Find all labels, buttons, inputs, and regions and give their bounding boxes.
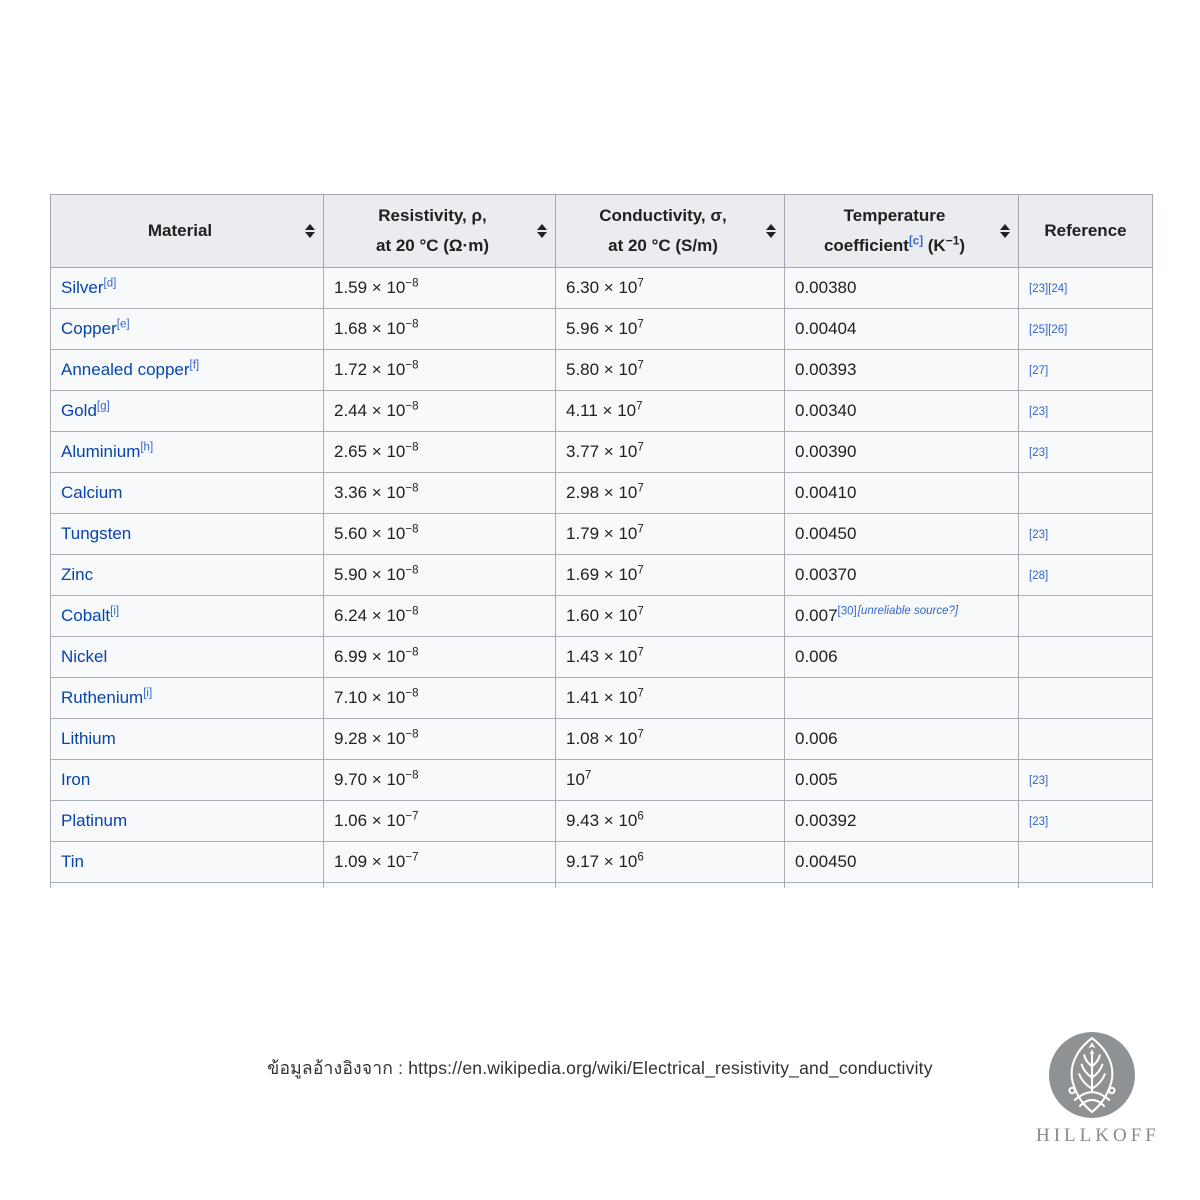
resistivity-cell bbox=[324, 308, 556, 349]
material-footnote-link[interactable]: [h] bbox=[140, 440, 154, 453]
conductivity-value: 3.77 × 10 bbox=[566, 441, 638, 461]
temperature-coefficient-cell bbox=[785, 267, 1019, 308]
table-row bbox=[51, 718, 1153, 759]
table-row bbox=[51, 472, 1153, 513]
column-header-resistivity[interactable] bbox=[324, 195, 556, 268]
resistivity-value: 1.59 × 10 bbox=[334, 277, 406, 297]
sort-icon[interactable] bbox=[537, 224, 547, 238]
conductivity-value: 1.69 × 10 bbox=[566, 564, 638, 584]
table-row bbox=[51, 554, 1153, 595]
unreliable-source-link[interactable]: [unreliable source?] bbox=[857, 604, 959, 617]
conductivity-cell bbox=[556, 759, 785, 800]
conductivity-exponent: 7 bbox=[637, 563, 644, 576]
conductivity-cell bbox=[556, 390, 785, 431]
conductivity-header-line2: at 20 °C (S/m) bbox=[608, 235, 718, 255]
resistivity-header-line1: Resistivity, ρ, bbox=[378, 206, 487, 225]
temperature-coefficient-cell bbox=[785, 636, 1019, 677]
material-footnote-link[interactable]: [i] bbox=[110, 604, 120, 617]
material-cell bbox=[51, 718, 324, 759]
material-link[interactable]: Aluminium bbox=[61, 441, 141, 461]
resistivity-value: 1.06 × 10 bbox=[334, 810, 406, 830]
conductivity-exponent: 7 bbox=[636, 399, 643, 412]
resistivity-cell bbox=[324, 472, 556, 513]
table-row bbox=[51, 800, 1153, 841]
reference-cell bbox=[1019, 472, 1153, 513]
material-link[interactable]: Tungsten bbox=[61, 523, 132, 543]
resistivity-cell bbox=[324, 759, 556, 800]
conductivity-value: 5.96 × 10 bbox=[566, 318, 638, 338]
temperature-coefficient-value: 0.006 bbox=[795, 728, 838, 748]
cropped-row-sliver bbox=[51, 882, 1153, 888]
temperature-coefficient-value: 0.00340 bbox=[795, 400, 857, 420]
temperature-coefficient-value: 0.00404 bbox=[795, 318, 857, 338]
material-link[interactable]: Lithium bbox=[61, 728, 116, 748]
footnote-c-link[interactable]: [c] bbox=[908, 235, 924, 248]
resistivity-exponent: −8 bbox=[405, 768, 419, 781]
table-row bbox=[51, 841, 1153, 882]
conductivity-exponent: 7 bbox=[637, 686, 644, 699]
source-attribution: ข้อมูลอ้างอิงจาก : https://en.wikipedia.org/wiki/Electrical_resistivity_and_conductivity bbox=[267, 1058, 933, 1078]
conductivity-cell bbox=[556, 308, 785, 349]
table-row bbox=[51, 677, 1153, 718]
conductivity-exponent: 6 bbox=[637, 850, 644, 863]
resistivity-cell bbox=[324, 513, 556, 554]
resistivity-cell bbox=[324, 349, 556, 390]
resistivity-exponent: −8 bbox=[405, 645, 419, 658]
conductivity-value: 10 bbox=[566, 769, 585, 789]
reference-links[interactable]: [27] bbox=[1029, 364, 1049, 377]
reference-links[interactable]: [28] bbox=[1029, 569, 1049, 582]
reference-links[interactable]: [23] bbox=[1029, 405, 1049, 418]
material-footnote-link[interactable]: [e] bbox=[116, 317, 130, 330]
material-cell bbox=[51, 513, 324, 554]
reference-cell bbox=[1019, 718, 1153, 759]
conductivity-value: 9.43 × 10 bbox=[566, 810, 638, 830]
reference-links[interactable]: [23] bbox=[1029, 815, 1049, 828]
reference-links[interactable]: [23] bbox=[1029, 528, 1049, 541]
material-link[interactable]: Copper bbox=[61, 318, 117, 338]
reference-links[interactable]: [23][24] bbox=[1029, 282, 1068, 295]
material-cell bbox=[51, 390, 324, 431]
conductivity-cell bbox=[556, 554, 785, 595]
conductivity-value: 5.80 × 10 bbox=[566, 359, 638, 379]
conductivity-cell bbox=[556, 718, 785, 759]
table-row bbox=[51, 759, 1153, 800]
temperature-coefficient-value: 0.00380 bbox=[795, 277, 857, 297]
material-cell bbox=[51, 308, 324, 349]
table-row bbox=[51, 349, 1153, 390]
temperature-coefficient-value: 0.005 bbox=[795, 769, 838, 789]
resistivity-exponent: −8 bbox=[405, 440, 419, 453]
table-header bbox=[51, 195, 1153, 268]
material-cell bbox=[51, 349, 324, 390]
conductivity-value: 9.17 × 10 bbox=[566, 851, 638, 871]
resistivity-value: 2.65 × 10 bbox=[334, 441, 406, 461]
material-link[interactable]: Nickel bbox=[61, 646, 108, 666]
resistivity-value: 3.36 × 10 bbox=[334, 482, 406, 502]
temperature-coefficient-value: 0.00392 bbox=[795, 810, 857, 830]
resistivity-cell bbox=[324, 431, 556, 472]
resistivity-exponent: −8 bbox=[405, 563, 419, 576]
hillkoff-ornament-icon bbox=[1049, 1032, 1135, 1118]
resistivity-exponent: −8 bbox=[405, 399, 419, 412]
resistivity-cell bbox=[324, 595, 556, 636]
temperature-coefficient-value: 0.00450 bbox=[795, 851, 857, 871]
reference-cell bbox=[1019, 267, 1153, 308]
conductivity-exponent: 7 bbox=[637, 727, 644, 740]
conductivity-exponent: 7 bbox=[637, 645, 644, 658]
resistivity-value: 6.24 × 10 bbox=[334, 605, 406, 625]
resistivity-value: 9.28 × 10 bbox=[334, 728, 406, 748]
resistivity-cell bbox=[324, 800, 556, 841]
hillkoff-logo bbox=[1036, 1032, 1160, 1147]
temperature-coefficient-cell bbox=[785, 841, 1019, 882]
reference-cell bbox=[1019, 431, 1153, 472]
sort-icon[interactable] bbox=[1000, 224, 1010, 238]
material-link[interactable]: Calcium bbox=[61, 482, 123, 502]
conductivity-value: 1.41 × 10 bbox=[566, 687, 638, 707]
resistivity-exponent: −8 bbox=[405, 276, 419, 289]
resistivity-exponent: −8 bbox=[405, 481, 419, 494]
resistivity-exponent: −8 bbox=[405, 317, 419, 330]
material-link[interactable]: Gold bbox=[61, 400, 97, 420]
temperature-coefficient-cell bbox=[785, 800, 1019, 841]
conductivity-exponent: 6 bbox=[637, 809, 644, 822]
conductivity-value: 6.30 × 10 bbox=[566, 277, 638, 297]
temperature-coefficient-cell bbox=[785, 718, 1019, 759]
reference-cell bbox=[1019, 308, 1153, 349]
resistivity-cell bbox=[324, 677, 556, 718]
reference-cell bbox=[1019, 759, 1153, 800]
material-footnote-link[interactable]: [g] bbox=[96, 399, 110, 412]
resistivity-cell bbox=[324, 267, 556, 308]
temperature-header-line1: Temperature bbox=[843, 206, 946, 225]
resistivity-value: 1.72 × 10 bbox=[334, 359, 406, 379]
resistivity-exponent: −7 bbox=[405, 809, 419, 822]
temperature-coefficient-cell bbox=[785, 349, 1019, 390]
material-cell bbox=[51, 472, 324, 513]
resistivity-cell bbox=[324, 841, 556, 882]
resistivity-table bbox=[50, 194, 1153, 888]
reference-links[interactable]: [25][26] bbox=[1029, 323, 1068, 336]
resistivity-exponent: −8 bbox=[405, 686, 419, 699]
temperature-coefficient-cell bbox=[785, 308, 1019, 349]
resistivity-exponent: −8 bbox=[405, 604, 419, 617]
material-cell bbox=[51, 595, 324, 636]
resistivity-exponent: −8 bbox=[405, 727, 419, 740]
conductivity-cell bbox=[556, 267, 785, 308]
sort-icon[interactable] bbox=[766, 224, 776, 238]
material-link[interactable]: Platinum bbox=[61, 810, 128, 830]
table-row bbox=[51, 595, 1153, 636]
material-cell bbox=[51, 759, 324, 800]
resistivity-exponent: −8 bbox=[405, 522, 419, 535]
conductivity-cell bbox=[556, 841, 785, 882]
conductivity-value: 1.08 × 10 bbox=[566, 728, 638, 748]
material-link[interactable]: Tin bbox=[61, 851, 84, 871]
column-header-conductivity[interactable] bbox=[556, 195, 785, 268]
material-cell bbox=[51, 677, 324, 718]
resistivity-value: 2.44 × 10 bbox=[334, 400, 406, 420]
conductivity-exponent: 7 bbox=[637, 604, 644, 617]
conductivity-exponent: 7 bbox=[637, 522, 644, 535]
resistivity-cell bbox=[324, 636, 556, 677]
reference-cell bbox=[1019, 513, 1153, 554]
material-cell bbox=[51, 267, 324, 308]
temperature-coefficient-cell bbox=[785, 554, 1019, 595]
material-link[interactable]: Silver bbox=[61, 277, 104, 297]
temperature-coefficient-value: 0.00410 bbox=[795, 482, 857, 502]
reference-cell bbox=[1019, 677, 1153, 718]
resistivity-value: 5.90 × 10 bbox=[334, 564, 406, 584]
resistivity-value: 1.09 × 10 bbox=[334, 851, 406, 871]
reference-header-label: Reference bbox=[1044, 220, 1127, 240]
table-row bbox=[51, 267, 1153, 308]
conductivity-cell bbox=[556, 472, 785, 513]
temperature-coefficient-cell bbox=[785, 390, 1019, 431]
material-link[interactable]: Zinc bbox=[61, 564, 94, 584]
temperature-coefficient-value: 0.00393 bbox=[795, 359, 857, 379]
conductivity-exponent: 7 bbox=[637, 276, 644, 289]
material-link[interactable]: Annealed copper bbox=[61, 359, 190, 379]
material-footnote-link[interactable]: [i] bbox=[143, 686, 153, 699]
column-header-material[interactable] bbox=[51, 195, 324, 268]
conductivity-cell bbox=[556, 595, 785, 636]
column-header-reference bbox=[1019, 195, 1153, 268]
conductivity-cell bbox=[556, 677, 785, 718]
temperature-coefficient-ref-link[interactable]: [30] bbox=[837, 604, 857, 617]
material-footnote-link[interactable]: [d] bbox=[103, 276, 117, 289]
conductivity-header-line1: Conductivity, σ, bbox=[599, 206, 727, 225]
material-cell bbox=[51, 800, 324, 841]
reference-cell bbox=[1019, 800, 1153, 841]
table-row bbox=[51, 513, 1153, 554]
resistivity-exponent: −7 bbox=[405, 850, 419, 863]
conductivity-cell bbox=[556, 431, 785, 472]
conductivity-value: 1.60 × 10 bbox=[566, 605, 638, 625]
temperature-coefficient-value: 0.00450 bbox=[795, 523, 857, 543]
resistivity-cell bbox=[324, 390, 556, 431]
temperature-coefficient-value: 0.00390 bbox=[795, 441, 857, 461]
material-link[interactable]: Ruthenium bbox=[61, 687, 144, 707]
temperature-coefficient-cell bbox=[785, 759, 1019, 800]
sort-icon[interactable] bbox=[305, 224, 315, 238]
resistivity-value: 1.68 × 10 bbox=[334, 318, 406, 338]
conductivity-value: 1.43 × 10 bbox=[566, 646, 638, 666]
temperature-unit-exponent: −1 bbox=[945, 233, 960, 248]
conductivity-value: 4.11 × 10 bbox=[566, 400, 637, 420]
resistivity-value: 6.99 × 10 bbox=[334, 646, 406, 666]
reference-links[interactable]: [23] bbox=[1029, 774, 1049, 787]
conductivity-exponent: 7 bbox=[637, 317, 644, 330]
temperature-header-word: coefficient bbox=[823, 235, 909, 255]
resistivity-value: 5.60 × 10 bbox=[334, 523, 406, 543]
hillkoff-brand-text: HILLKOFF bbox=[1036, 1125, 1160, 1146]
conductivity-exponent: 7 bbox=[637, 440, 644, 453]
temperature-coefficient-cell bbox=[785, 472, 1019, 513]
temperature-coefficient-value: 0.00370 bbox=[795, 564, 857, 584]
material-footnote-link[interactable]: [f] bbox=[189, 358, 200, 371]
table-body bbox=[51, 267, 1153, 888]
material-cell bbox=[51, 554, 324, 595]
temperature-coefficient-cell bbox=[785, 513, 1019, 554]
temperature-coefficient-value: 0.006 bbox=[795, 646, 838, 666]
table-row bbox=[51, 431, 1153, 472]
reference-cell bbox=[1019, 390, 1153, 431]
temperature-unit-close: ) bbox=[959, 235, 966, 255]
table-row bbox=[51, 636, 1153, 677]
material-cell bbox=[51, 431, 324, 472]
material-header-label: Material bbox=[147, 220, 213, 240]
column-header-temperature-coefficient[interactable] bbox=[785, 195, 1019, 268]
resistivity-value: 9.70 × 10 bbox=[334, 769, 406, 789]
conductivity-exponent: 7 bbox=[637, 481, 644, 494]
resistivity-value: 7.10 × 10 bbox=[334, 687, 406, 707]
conductivity-cell bbox=[556, 349, 785, 390]
resistivity-cell bbox=[324, 718, 556, 759]
conductivity-cell bbox=[556, 513, 785, 554]
conductivity-value: 1.79 × 10 bbox=[566, 523, 638, 543]
table-row bbox=[51, 390, 1153, 431]
material-link[interactable]: Iron bbox=[61, 769, 91, 789]
temperature-coefficient-cell bbox=[785, 677, 1019, 718]
conductivity-value: 2.98 × 10 bbox=[566, 482, 638, 502]
temperature-unit-open: (K bbox=[923, 235, 946, 255]
reference-cell bbox=[1019, 636, 1153, 677]
temperature-coefficient-cell bbox=[785, 431, 1019, 472]
table-row bbox=[51, 308, 1153, 349]
material-cell bbox=[51, 841, 324, 882]
resistivity-header-line2: at 20 °C (Ω·m) bbox=[376, 235, 489, 255]
conductivity-exponent: 7 bbox=[637, 358, 644, 371]
material-link[interactable]: Cobalt bbox=[61, 605, 111, 625]
conductivity-cell bbox=[556, 636, 785, 677]
reference-cell bbox=[1019, 554, 1153, 595]
temperature-coefficient-cell bbox=[785, 595, 1019, 636]
reference-cell bbox=[1019, 595, 1153, 636]
conductivity-exponent: 7 bbox=[584, 768, 592, 781]
reference-links[interactable]: [23] bbox=[1029, 446, 1049, 459]
temperature-coefficient-value: 0.007 bbox=[795, 605, 838, 625]
material-cell bbox=[51, 636, 324, 677]
reference-cell bbox=[1019, 349, 1153, 390]
conductivity-cell bbox=[556, 800, 785, 841]
resistivity-exponent: −8 bbox=[405, 358, 419, 371]
reference-cell bbox=[1019, 841, 1153, 882]
resistivity-cell bbox=[324, 554, 556, 595]
